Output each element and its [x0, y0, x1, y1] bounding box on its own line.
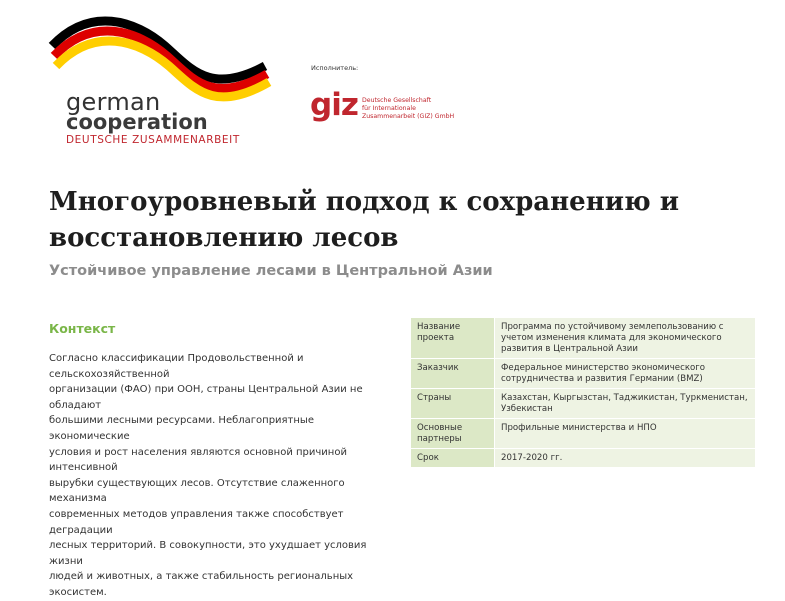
table-value-term: 2017-2020 гг.	[495, 449, 756, 468]
table-key-partners: Основные партнеры	[411, 419, 495, 449]
giz-name	[362, 97, 472, 120]
german-cooperation-logo-line1: german	[66, 88, 161, 116]
giz-logo: giz	[310, 87, 358, 123]
context-heading: Контекст	[49, 321, 116, 336]
giz-name-line: Deutsche Gesellschaft	[362, 97, 432, 104]
context-line: людей и животных, а также стабильность региональных экосистем.	[49, 571, 354, 598]
german-cooperation-logo-line2: cooperation	[66, 110, 208, 134]
document-title-line1: Многоуровневый подход к сохранению и	[49, 187, 680, 217]
table-row	[411, 389, 755, 419]
context-line: современных методов управления также способствует деградации	[49, 508, 344, 536]
table-value-partners: Профильные министерства и НПО	[495, 419, 756, 449]
table-value-client: Федеральное министерство экономического сотрудничества и развития Германии (BMZ)	[495, 359, 756, 389]
giz-name-line: Zusammenarbeit (GIZ) GmbH	[362, 112, 455, 120]
giz-name-line: für Internationale	[362, 104, 416, 112]
table-key-term: Срок	[411, 449, 495, 468]
context-paragraph	[49, 351, 394, 601]
table-value-countries: Казахстан, Кыргызстан, Таджикистан, Туркменистан, Узбекистан	[495, 389, 756, 419]
project-info-table	[411, 318, 755, 468]
document-subtitle: Устойчивое управление лесами в Центральной Азии	[49, 263, 493, 279]
context-line: организации (ФАО) при ООН, страны Центральной Азии не обладают	[49, 384, 363, 411]
context-line: большими лесными ресурсами. Неблагоприятные экономические	[49, 415, 314, 442]
executor-label: Исполнитель:	[311, 64, 359, 72]
table-row	[411, 419, 755, 449]
table-row	[411, 359, 755, 389]
table-row	[411, 449, 755, 468]
context-line: Согласно классификации Продовольственной и сельскохозяйственной	[49, 353, 304, 380]
table-row	[411, 318, 755, 359]
table-value-project-name: Программа по устойчивому землепользованию с учетом изменения климата для экономического развития в Центральной Азии	[495, 318, 756, 359]
table-key-countries: Страны	[411, 389, 495, 419]
document-title-line2: восстановлению лесов	[49, 223, 399, 253]
table-key-client: Заказчик	[411, 359, 495, 389]
table-key-project-name: Название проекта	[411, 318, 495, 359]
context-line: вырубки существующих лесов. Отсутствие слаженного механизма	[49, 477, 345, 505]
context-line: лесных территорий. В совокупности, это ухудшает условия жизни	[49, 540, 367, 567]
german-cooperation-logo-line3: DEUTSCHE ZUSAMMENARBEIT	[66, 134, 240, 146]
document-title	[49, 184, 749, 256]
context-line: условия и рост населения являются основной причиной интенсивной	[49, 446, 347, 474]
